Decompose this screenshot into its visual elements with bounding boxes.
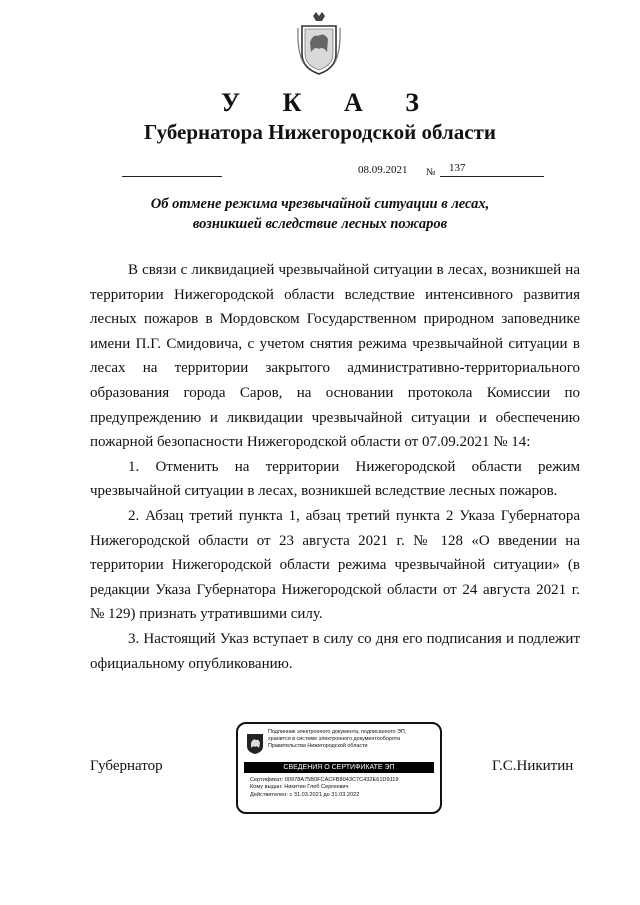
- body-item-3: 3. Настоящий Указ вступает в силу со дня его подписания и подлежит официальному опубликованию.: [90, 630, 580, 672]
- body-intro: В связи с ликвидацией чрезвычайной ситуации в лесах, возникшей на территории Нижегородской области вследствие интенсивного развития лесных пожаров в Мордовском Государственном природном заповеднике имени П.Г. Смидовича, с учетом снятия режима чрезвычайной ситуации в лесах на территории закрытого административно-территориального образования города Саров, на основании протокола Комиссии по предупреждению и ликвидации чрезвычайной ситуации и обеспечению пожарной безопасности Нижегородской области от 07.09.2021 № 14:: [90, 262, 580, 451]
- stamp-text-line-2: хранится в системе электронного документооборота: [268, 736, 401, 742]
- coat-of-arms-icon: [296, 12, 342, 76]
- stamp-text-line-3: Правительства Нижегородской области: [268, 743, 368, 749]
- stamp-certificate-bar: СВЕДЕНИЯ О СЕРТИФИКАТЕ ЭП: [244, 762, 434, 773]
- heading-line-2: возникшей вследствие лесных пожаров: [192, 216, 448, 232]
- body-item-1: 1. Отменить на территории Нижегородской области режим чрезвычайной ситуации в лесах, возникшей вследствие лесных пожаров.: [90, 458, 580, 500]
- document-subtitle: Губернатора Нижегородской области: [144, 120, 496, 144]
- stamp-emblem-icon: [245, 731, 265, 755]
- date-line-left: [122, 176, 222, 177]
- document-body: [90, 258, 580, 676]
- electronic-signature-stamp: [236, 722, 442, 814]
- document-title: У К А З: [221, 88, 437, 117]
- number-line: [440, 176, 544, 177]
- stamp-text: [268, 729, 438, 750]
- stamp-certificate: Сертификат: 00978A75B0FCACFB8043C7C432E61D9119: [250, 777, 399, 783]
- body-item-2: 2. Абзац третий пункта 1, абзац третий пункта 2 Указа Губернатора Нижегородской области от 23 августа 2021 г. № 128 «О введении на территории Нижегородской области режима чрезвычайной ситуации» (в редакции Указа Губернатора Нижегородской области от 24 августа 2021 г. № 129) признать утратившими силу.: [90, 507, 580, 623]
- number-label: №: [426, 167, 436, 178]
- document-heading: [100, 194, 540, 234]
- stamp-valid: Действителен: с 31.03.2021 до 31.03.2022: [250, 791, 360, 798]
- signature-role: Губернатор: [90, 758, 163, 774]
- stamp-issued-to: Кому выдан: Никитин Глеб Сергеевич: [250, 784, 349, 791]
- stamp-text-line-1: Подлинник электронного документа, подписанного ЭП,: [268, 729, 407, 735]
- stamp-info: [250, 777, 435, 799]
- heading-line-1: Об отмене режима чрезвычайной ситуации в лесах,: [150, 196, 490, 212]
- document-date: 08.09.2021: [358, 164, 408, 176]
- signature-name: Г.С.Никитин: [492, 758, 574, 774]
- document-number: 137: [449, 162, 466, 174]
